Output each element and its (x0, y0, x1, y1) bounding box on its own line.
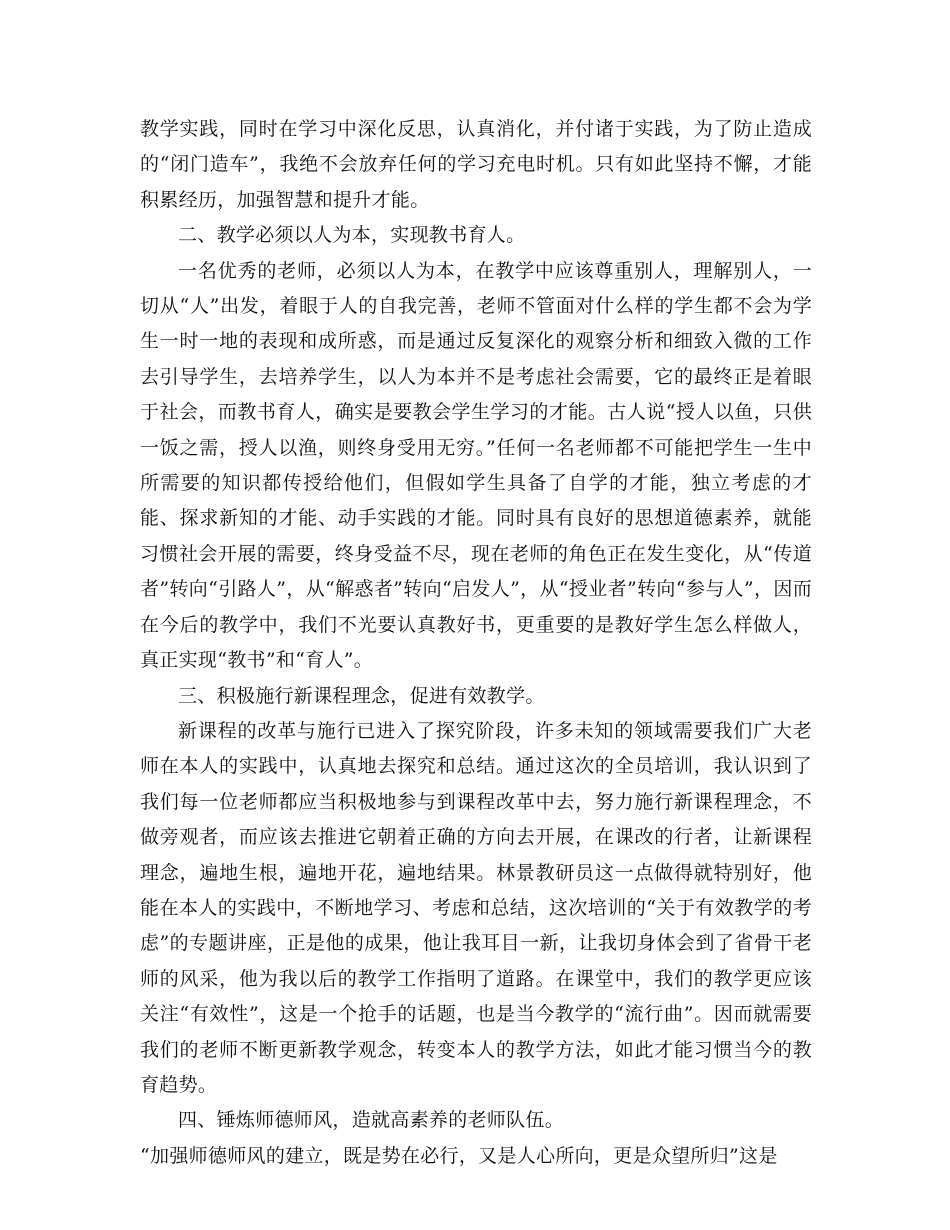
section-heading-3: 三、积极施行新课程理念，促进有效教学。 (178, 684, 545, 707)
paragraph-ethics-start: “加强师德师风的建立，既是势在必行，又是人心所向，更是众望所归”这是 (140, 1144, 778, 1167)
section-heading-2: 二、教学必须以人为本，实现教书育人。 (178, 224, 526, 247)
paragraph-continuation: 教学实践，同时在学习中深化反思，认真消化，并付诸于实践，为了防止造成的“闭门造车”，我绝不会放弃任何的学习充电时机。只有如此坚持不懈，才能积累经历，加强智慧和提升才能。 (140, 118, 812, 211)
paragraph-new-curriculum: 新课程的改革与施行已进入了探究阶段，许多未知的领域需要我们广大老师在本人的实践中，认真地去探究和总结。通过这次的全员培训，我认识到了我们每一位老师都应当积极地参与到课程改革中去，努力施行新课程理念，不做旁观者，而应该去推进它朝着正确的方向去开展，在课改的行者，让新课程理念，遍地生根，遍地开花，遍地结果。林景教研员这一点做得就特别好，他能在本人的实践中，不断地学习、考虑和总结，这次培训的“关于有效教学的考虑”的专题讲座，正是他的成果，他让我耳目一新，让我切身体会到了省骨干老师的风采，他为我以后的教学工作指明了道路。在课堂中，我们的教学更应该关注“有效性”，这是一个抢手的话题，也是当今教学的“流行曲”。因而就需要我们的老师不断更新教学观念，转变本人的教学方法，如此才能习惯当今的教育趋势。 (140, 719, 812, 1096)
section-heading-4: 四、锤炼师德师风，造就高素养的老师队伍。 (178, 1109, 565, 1132)
document-body (140, 112, 812, 1174)
paragraph-teaching-people-oriented: 一名优秀的老师，必须以人为本，在教学中应该尊重别人，理解别人，一切从“人”出发，着眼于人的自我完善，老师不管面对什么样的学生都不会为学生一时一地的表现和成所惑，而是通过反复深化的观察分析和细致入微的工作去引导学生，去培养学生，以人为本并不是考虑社会需要，它的最终正是着眼于社会，而教书育人，确实是要教会学生学习的才能。古人说“授人以鱼，只供一饭之需，授人以渔，则终身受用无穷。”任何一名老师都不可能把学生一生中所需要的知识都传授给他们，但假如学生具备了自学的才能，独立考虑的才能、探求新知的才能、动手实践的才能。同时具有良好的思想道德素养，就能习惯社会开展的需要，终身受益不尽，现在老师的角色正在发生变化，从“传道者”转向“引路人”，从“解惑者”转向“启发人”，从“授业者”转向“参与人”，因而在今后的教学中，我们不光要认真教好书，更重要的是教好学生怎么样做人，真正实现“教书”和“育人”。 (140, 259, 812, 672)
